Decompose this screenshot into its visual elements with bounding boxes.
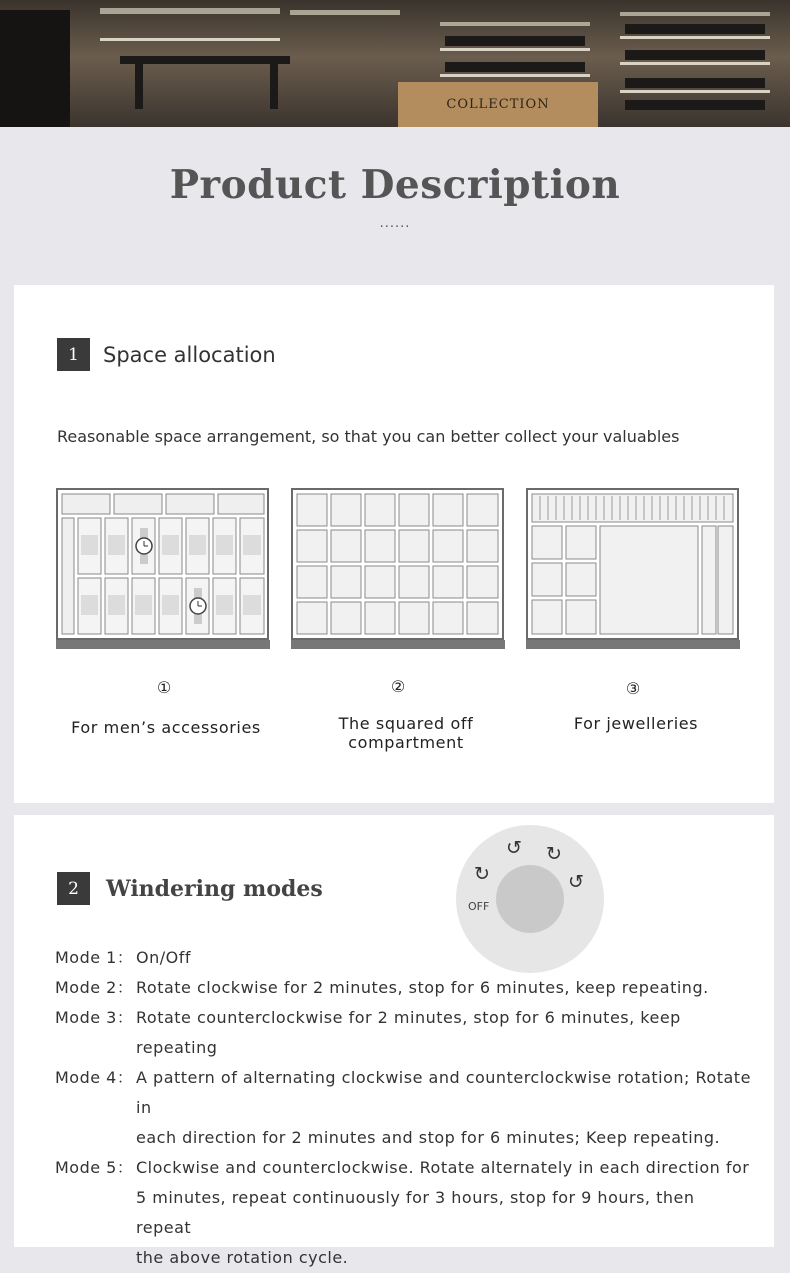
mode-item bbox=[55, 943, 755, 973]
tray-caption bbox=[306, 714, 506, 752]
section-number: 1 bbox=[57, 338, 90, 371]
mode-item bbox=[55, 1153, 755, 1273]
squared-compartment-tray bbox=[291, 488, 507, 651]
counterclockwise-arrow-icon: ↺ bbox=[506, 837, 522, 859]
mode-text: Rotate counterclockwise for 2 minutes, stop for 6 minutes, keep repeating bbox=[136, 1008, 681, 1057]
winding-modes-card bbox=[14, 815, 774, 1267]
mode-item bbox=[55, 1003, 755, 1063]
tray-illustration bbox=[56, 488, 272, 651]
mode-text: each direction for 2 minutes and stop for 6 minutes; Keep repeating. bbox=[136, 1128, 721, 1147]
section-lead: Reasonable space arrangement, so that you can better collect your valuables bbox=[57, 427, 680, 446]
title-dots: ...... bbox=[379, 216, 411, 231]
collection-tab[interactable] bbox=[398, 82, 598, 127]
tray-number: ③ bbox=[625, 679, 641, 698]
mode-text: A pattern of alternating clockwise and counterclockwise rotation; Rotate in bbox=[136, 1068, 751, 1117]
mode-text: 5 minutes, repeat continuously for 3 hours, stop for 9 hours, then repeat bbox=[136, 1188, 695, 1237]
tray-illustration bbox=[291, 488, 507, 651]
tray-number: ② bbox=[390, 677, 406, 696]
tray-caption-line2: compartment bbox=[348, 733, 464, 752]
dial-knob[interactable] bbox=[496, 865, 564, 933]
mode-label: Mode 1： bbox=[55, 948, 134, 967]
mode-label: Mode 4： bbox=[55, 1068, 134, 1087]
dial-off-label: OFF bbox=[468, 900, 490, 913]
tray-number: ① bbox=[156, 678, 172, 697]
mode-label: Mode 2： bbox=[55, 978, 134, 997]
showroom-banner bbox=[0, 0, 790, 127]
tray-caption: For men’s accessories bbox=[71, 718, 261, 737]
mode-label: Mode 5： bbox=[55, 1158, 134, 1177]
tray-caption-line1: The squared off bbox=[338, 714, 474, 733]
mens-accessories-tray bbox=[56, 488, 272, 651]
modes-list bbox=[55, 943, 755, 1273]
mode-item bbox=[55, 973, 755, 1003]
mode-text: the above rotation cycle. bbox=[136, 1248, 349, 1267]
counterclockwise-arrow-icon: ↺ bbox=[568, 871, 584, 893]
mode-item bbox=[55, 1063, 755, 1153]
clockwise-arrow-icon: ↻ bbox=[546, 843, 562, 865]
page-title: Product Description bbox=[169, 162, 621, 208]
tray-illustration bbox=[526, 488, 748, 651]
jewellery-tray bbox=[526, 488, 748, 651]
space-allocation-card bbox=[14, 285, 774, 803]
mode-label: Mode 3： bbox=[55, 1008, 134, 1027]
tray-caption: For jewelleries bbox=[573, 714, 699, 733]
section-title: Space allocation bbox=[103, 343, 276, 367]
mode-text: Clockwise and counterclockwise. Rotate alternately in each direction for bbox=[136, 1158, 750, 1177]
section-number: 2 bbox=[57, 872, 90, 905]
section-title: Windering modes bbox=[106, 876, 323, 902]
mode-text: On/Off bbox=[136, 948, 191, 967]
collection-tab-label: COLLECTION bbox=[446, 97, 550, 112]
clockwise-arrow-icon: ↻ bbox=[474, 863, 490, 885]
mode-text: Rotate clockwise for 2 minutes, stop for 6 minutes, keep repeating. bbox=[136, 978, 709, 997]
